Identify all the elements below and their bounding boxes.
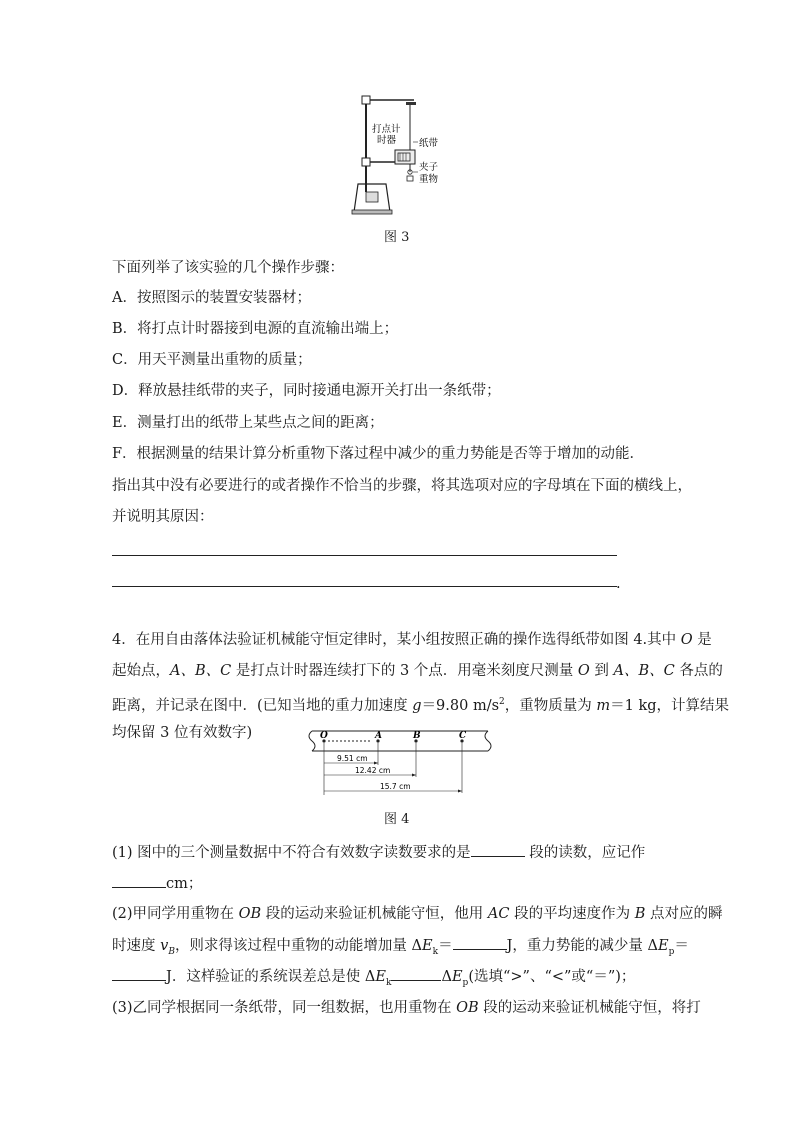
answer-line-end: .: [616, 576, 621, 592]
sub2-line-2: 时速度 $v_B$，则求得该过程中重物的动能增加量 $\Delta E_k= J$，重力势能的减少量 $\Delta E_p=$: [112, 935, 689, 962]
lower-clamp: [362, 158, 370, 166]
dist-oa: 9.51 cm: [337, 754, 368, 763]
q4-line-1: 4．在用自由落体法验证机械能守恒定律时，某小组按照正确的操作选得纸带如图 4.其中 O 是: [112, 632, 712, 648]
step-a: A．按照图示的装置安装器材；: [112, 290, 311, 306]
sub1-line-1: (1) 图中的三个测量数据中不符合有效数字读数要求的是 段的读数，应记作: [112, 842, 645, 863]
tape-left-break: [309, 731, 315, 751]
label-tape: 纸带: [419, 138, 439, 149]
intro-text: 下面列举了该实验的几个操作步骤：: [112, 260, 344, 276]
step-c: C．用天平测量出重物的质量；: [112, 352, 312, 368]
figure-3-apparatus: [340, 92, 450, 222]
label-b: B: [413, 731, 421, 741]
step-e: E．测量打出的纸带上某些点之间的距离；: [112, 415, 384, 431]
label-timer-2: 时器: [377, 135, 397, 146]
figure-4-caption: 图 4: [384, 812, 410, 827]
instruction-line-2: 并说明其原因：: [112, 509, 214, 525]
sub2-line-3: J．这样验证的系统误差总是使 $\Delta E_k$ $\Delta E_p$(选填“>”、“<”或“＝”)；: [112, 966, 635, 993]
answer-line-2[interactable]: [112, 586, 617, 587]
dist-ob: 12.42 cm: [355, 766, 391, 775]
blank-2b[interactable]: [112, 966, 166, 981]
stand-foot: [352, 210, 392, 214]
q4-line-3: 距离，并记录在图中．(已知当地的重力加速度 g＝9.80 $m/s^2$，重物质量为 m＝1 kg，计算结果: [112, 697, 730, 714]
blank-2a[interactable]: [453, 935, 507, 950]
blank-2c[interactable]: [391, 966, 441, 981]
label-weight: 重物: [419, 174, 439, 185]
q4-line-4: 均保留 3 位有效数字): [112, 725, 253, 741]
blank-1a[interactable]: [471, 842, 525, 857]
sub3-line-1: (3)乙同学根据同一条纸带，同一组数据，也用重物在 OB 段的运动来验证机械能守恒，将打: [112, 1000, 701, 1016]
label-c: C: [459, 731, 467, 741]
hanging-weight: [407, 176, 413, 181]
tape-right-break: [485, 731, 491, 751]
label-clip: 夹子: [419, 162, 439, 173]
instruction-line-1: 指出其中没有必要进行的或者操作不恰当的步骤，将其选项对应的字母填在下面的横线上，: [112, 478, 692, 494]
top-clamp: [362, 96, 370, 104]
q4-line-2: 起始点，A、B、C 是打点计时器连续打下的 3 个点．用毫米刻度尺测量 O 到 A、B、C 各点的: [112, 663, 723, 679]
blank-1b[interactable]: [112, 873, 166, 888]
weight-block: [366, 192, 378, 202]
label-o: O: [320, 731, 328, 741]
sub2-line-1: (2)甲同学用重物在 OB 段的运动来验证机械能守恒，他用 AC 段的平均速度作为 B 点对应的瞬: [112, 906, 723, 922]
figure-4-tape: [300, 725, 500, 800]
step-b: B．将打点计时器接到电源的直流输出端上；: [112, 321, 399, 337]
dist-oc: 15.7 cm: [380, 782, 411, 791]
pulley-hook: [406, 102, 416, 105]
label-timer-1: 打点计: [372, 124, 401, 135]
label-a: A: [375, 731, 382, 741]
step-d: D．释放悬挂纸带的夹子，同时接通电源开关打出一条纸带；: [112, 383, 501, 399]
answer-line-1[interactable]: [112, 555, 617, 556]
sub1-line-2: cm；: [112, 873, 202, 894]
step-f: F．根据测量的结果计算分析重物下落过程中减少的重力势能是否等于增加的动能．: [112, 446, 645, 462]
figure-3-caption: 图 3: [384, 230, 410, 245]
